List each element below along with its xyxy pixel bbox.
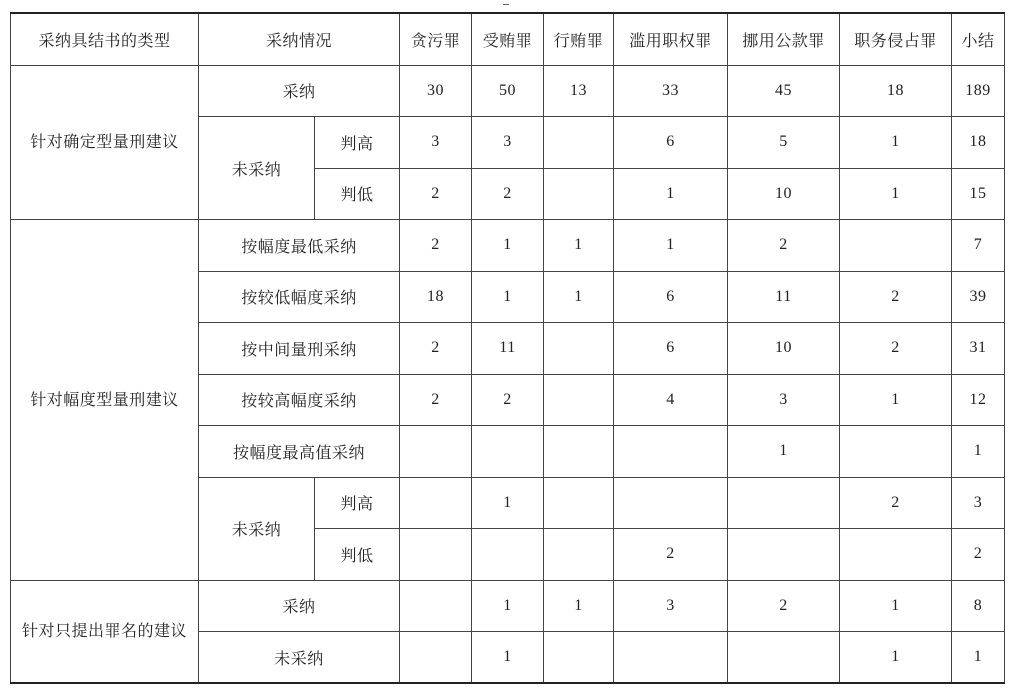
value-cell: 2 xyxy=(840,323,952,375)
value-cell: 10 xyxy=(728,168,840,220)
value-cell xyxy=(840,529,952,581)
value-cell: 3 xyxy=(728,374,840,426)
status-cell: 未采纳 xyxy=(199,632,400,684)
value-cell: 1 xyxy=(544,271,614,323)
table-row xyxy=(11,220,1005,272)
subtotal-cell: 18 xyxy=(952,117,1005,169)
header-doc-type: 采纳具结书的类型 xyxy=(11,13,199,65)
value-cell xyxy=(400,580,472,632)
header-bribe-taking: 受贿罪 xyxy=(472,13,544,65)
value-cell xyxy=(840,426,952,478)
value-cell: 1 xyxy=(840,374,952,426)
header-misappropriation: 挪用公款罪 xyxy=(728,13,840,65)
value-cell xyxy=(840,220,952,272)
value-cell xyxy=(728,632,840,684)
value-cell xyxy=(614,426,728,478)
header-bribe-giving: 行贿罪 xyxy=(544,13,614,65)
sub-status-cell: 判高 xyxy=(315,477,400,529)
value-cell xyxy=(614,477,728,529)
value-cell: 45 xyxy=(728,65,840,117)
subtotal-cell: 7 xyxy=(952,220,1005,272)
table-row xyxy=(11,65,1005,117)
status-cell: 按幅度最高值采纳 xyxy=(199,426,400,478)
status-cell: 按中间量刑采纳 xyxy=(199,323,400,375)
value-cell: 2 xyxy=(400,220,472,272)
value-cell: 1 xyxy=(472,271,544,323)
subtotal-cell: 8 xyxy=(952,580,1005,632)
value-cell: 6 xyxy=(614,271,728,323)
group-label: 针对确定型量刑建议 xyxy=(11,65,199,220)
status-cell: 未采纳 xyxy=(199,477,315,580)
value-cell: 4 xyxy=(614,374,728,426)
value-cell: 2 xyxy=(840,477,952,529)
status-cell: 采纳 xyxy=(199,580,400,632)
value-cell: 6 xyxy=(614,323,728,375)
value-cell xyxy=(728,529,840,581)
subtotal-cell: 3 xyxy=(952,477,1005,529)
header-adoption-status: 采纳情况 xyxy=(199,13,400,65)
status-cell: 按幅度最低采纳 xyxy=(199,220,400,272)
value-cell: 18 xyxy=(840,65,952,117)
value-cell: 1 xyxy=(544,220,614,272)
value-cell: 2 xyxy=(400,323,472,375)
table-row xyxy=(11,580,1005,632)
value-cell: 1 xyxy=(728,426,840,478)
value-cell: 5 xyxy=(728,117,840,169)
subtotal-cell: 1 xyxy=(952,632,1005,684)
group-label: 针对只提出罪名的建议 xyxy=(11,580,199,683)
value-cell: 13 xyxy=(544,65,614,117)
status-cell: 未采纳 xyxy=(199,117,315,220)
page-top-mark xyxy=(503,0,509,5)
group-label: 针对幅度型量刑建议 xyxy=(11,220,199,581)
value-cell: 11 xyxy=(472,323,544,375)
sub-status-cell: 判低 xyxy=(315,529,400,581)
subtotal-cell: 31 xyxy=(952,323,1005,375)
sentencing-adoption-table xyxy=(10,12,1005,684)
value-cell xyxy=(728,477,840,529)
value-cell xyxy=(400,426,472,478)
value-cell xyxy=(544,632,614,684)
subtotal-cell: 1 xyxy=(952,426,1005,478)
value-cell xyxy=(544,168,614,220)
value-cell xyxy=(544,529,614,581)
value-cell: 50 xyxy=(472,65,544,117)
value-cell: 3 xyxy=(472,117,544,169)
value-cell xyxy=(400,477,472,529)
status-cell: 按较低幅度采纳 xyxy=(199,271,400,323)
header-abuse-of-power: 滥用职权罪 xyxy=(614,13,728,65)
value-cell: 2 xyxy=(840,271,952,323)
header-embezzlement: 贪污罪 xyxy=(400,13,472,65)
value-cell xyxy=(544,477,614,529)
value-cell: 30 xyxy=(400,65,472,117)
value-cell: 1 xyxy=(472,580,544,632)
header-row xyxy=(11,13,1005,65)
value-cell: 1 xyxy=(614,168,728,220)
value-cell: 1 xyxy=(840,168,952,220)
value-cell: 1 xyxy=(472,477,544,529)
subtotal-cell: 12 xyxy=(952,374,1005,426)
value-cell xyxy=(400,529,472,581)
value-cell xyxy=(472,426,544,478)
value-cell: 2 xyxy=(728,220,840,272)
value-cell: 11 xyxy=(728,271,840,323)
value-cell xyxy=(544,426,614,478)
value-cell: 1 xyxy=(840,632,952,684)
subtotal-cell: 15 xyxy=(952,168,1005,220)
value-cell: 2 xyxy=(472,374,544,426)
value-cell: 33 xyxy=(614,65,728,117)
value-cell: 1 xyxy=(472,632,544,684)
value-cell xyxy=(400,632,472,684)
subtotal-cell: 2 xyxy=(952,529,1005,581)
value-cell: 2 xyxy=(614,529,728,581)
value-cell: 1 xyxy=(544,580,614,632)
header-subtotal: 小结 xyxy=(952,13,1005,65)
value-cell xyxy=(544,117,614,169)
value-cell: 1 xyxy=(614,220,728,272)
sub-status-cell: 判低 xyxy=(315,168,400,220)
value-cell: 10 xyxy=(728,323,840,375)
value-cell xyxy=(544,374,614,426)
value-cell: 3 xyxy=(400,117,472,169)
value-cell xyxy=(614,632,728,684)
value-cell: 2 xyxy=(472,168,544,220)
value-cell: 18 xyxy=(400,271,472,323)
value-cell: 2 xyxy=(400,168,472,220)
value-cell xyxy=(472,529,544,581)
status-cell: 采纳 xyxy=(199,65,400,117)
value-cell: 6 xyxy=(614,117,728,169)
value-cell: 1 xyxy=(472,220,544,272)
value-cell: 2 xyxy=(400,374,472,426)
status-cell: 按较高幅度采纳 xyxy=(199,374,400,426)
value-cell: 1 xyxy=(840,117,952,169)
value-cell: 2 xyxy=(728,580,840,632)
value-cell: 3 xyxy=(614,580,728,632)
subtotal-cell: 189 xyxy=(952,65,1005,117)
subtotal-cell: 39 xyxy=(952,271,1005,323)
header-occupational-encroachment: 职务侵占罪 xyxy=(840,13,952,65)
sub-status-cell: 判高 xyxy=(315,117,400,169)
value-cell xyxy=(544,323,614,375)
value-cell: 1 xyxy=(840,580,952,632)
